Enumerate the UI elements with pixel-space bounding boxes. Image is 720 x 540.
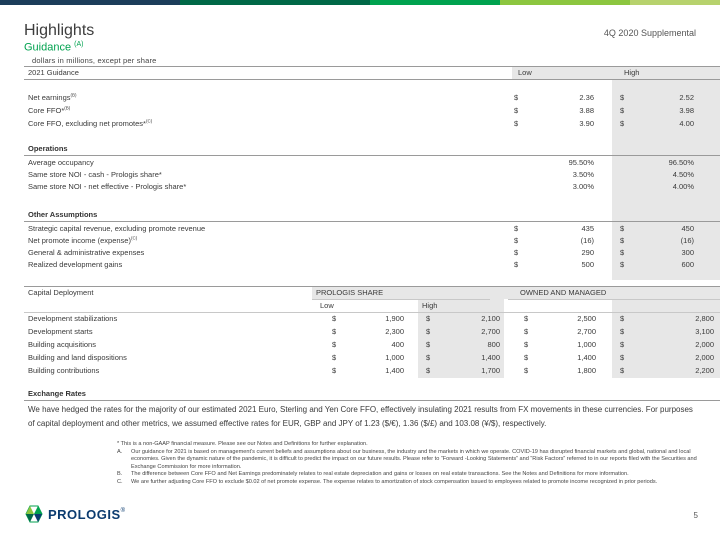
table-row: Core FFO, excluding net promotes*$^{(C)}$ $ 3.90 $ 4.00 (28, 118, 694, 128)
logo-text: PROLOGIS (48, 506, 121, 522)
page-subtitle: Guidance $^{(A)}$ (24, 41, 84, 54)
table-row: Net earnings$^{(B)}$ $ 2.36 $ 2.52 (28, 92, 694, 102)
table-row: Core FFO*$^{(B)}$ $ 3.88 $ 3.98 (28, 105, 694, 115)
table-row: Building and land dispositions $ 1,000 $ 1,400 $ 1,400 $ 2,000 (28, 353, 714, 362)
table-row: General & administrative expenses $ 290 $ 300 (28, 248, 694, 257)
high-header: High (624, 68, 640, 77)
prologis-logo: PROLOGIS ® (24, 505, 125, 523)
low-header: Low (518, 68, 532, 77)
table-row: Strategic capital revenue, excluding promote revenue $ 435 $ 450 (28, 224, 694, 233)
capital-high-header: High (422, 301, 438, 310)
table-row: Same store NOI - cash - Prologis share* 3.50% 4.50% (28, 170, 694, 179)
table-row: Development stabilizations $ 1,900 $ 2,100 $ 2,500 $ 2,800 (28, 314, 714, 323)
exchange-rates-text: We have hedged the rates for the majority of our estimated 2021 Euro, Sterling and Yen Core FFO, effectively insulating 2021 results from FX movements in these currencies. For purposes of capital deployment and other metrics, we assumed effective rates for EUR, GBP and JPY of 1.23 ($/€), 1.36 ($/£) and 103.08 (¥/$), respectively. (28, 405, 693, 428)
operations-heading: Operations (28, 144, 68, 153)
table-row: Development starts $ 2,300 $ 2,700 $ 2,700 $ 3,100 (28, 327, 714, 336)
table-row: Realized development gains $ 500 $ 600 (28, 260, 694, 269)
table-row: Building acquisitions $ 400 $ 800 $ 1,000 $ 2,000 (28, 340, 714, 349)
capital-low-header: Low (320, 301, 334, 310)
footnotes (117, 441, 707, 486)
table-row: Building contributions $ 1,400 $ 1,700 $ 1,800 $ 2,200 (28, 366, 714, 375)
footnote-b: B. The difference between Core FFO and Net Earnings predominately relates to real estate depreciation and gains or losses on real estate transactions. See the Notes and Definitions for more information. (117, 471, 629, 477)
table-row: Average occupancy 95.50% 96.50% (28, 158, 694, 167)
supplemental-label: 4Q 2020 Supplemental (603, 28, 696, 38)
footnote-c: C. We are further adjusting Core FFO to exclude $0.02 of net promote expense. The expense relates to amortization of stock compensation issued to employees related to promote income recognized in prior periods. (117, 478, 658, 485)
prologis-share-header: PROLOGIS SHARE (316, 288, 384, 297)
owned-managed-header: OWNED AND MANAGED (520, 288, 607, 297)
footnote-a: A. Our guidance for 2021 is based on management’s current beliefs and assumptions about our business, the industry and the markets in which we operate. COVID-19 has disrupted financial markets and global, national and local economies. Given the dynamic nature of the pandemic, it is difficult to predict the impact on our future results. Please refer to “Forward -Looking Statements” and “Risk Factors” referred to in our reports filed with the Securities and Exchange Commission for more information. (117, 448, 697, 470)
page-title: Highlights (24, 22, 95, 39)
table-row: Net promote income (expense)$^{(C)}$ $ (16) $ (16) (28, 235, 694, 245)
top-color-bar (0, 0, 720, 5)
other-assumptions-heading: Other Assumptions (28, 210, 98, 219)
prologis-logo-icon (24, 505, 44, 523)
exchange-rates-heading: Exchange Rates (28, 389, 86, 398)
table-row: Same store NOI - net effective - Prologis share* 3.00% 4.00% (28, 182, 694, 191)
page-number: 5 (693, 511, 698, 520)
footnote-star: * This is a non-GAAP financial measure. Please see our Notes and Definitions for further explanation. (117, 441, 368, 447)
units-label: dollars in millions, except per share (32, 56, 157, 65)
